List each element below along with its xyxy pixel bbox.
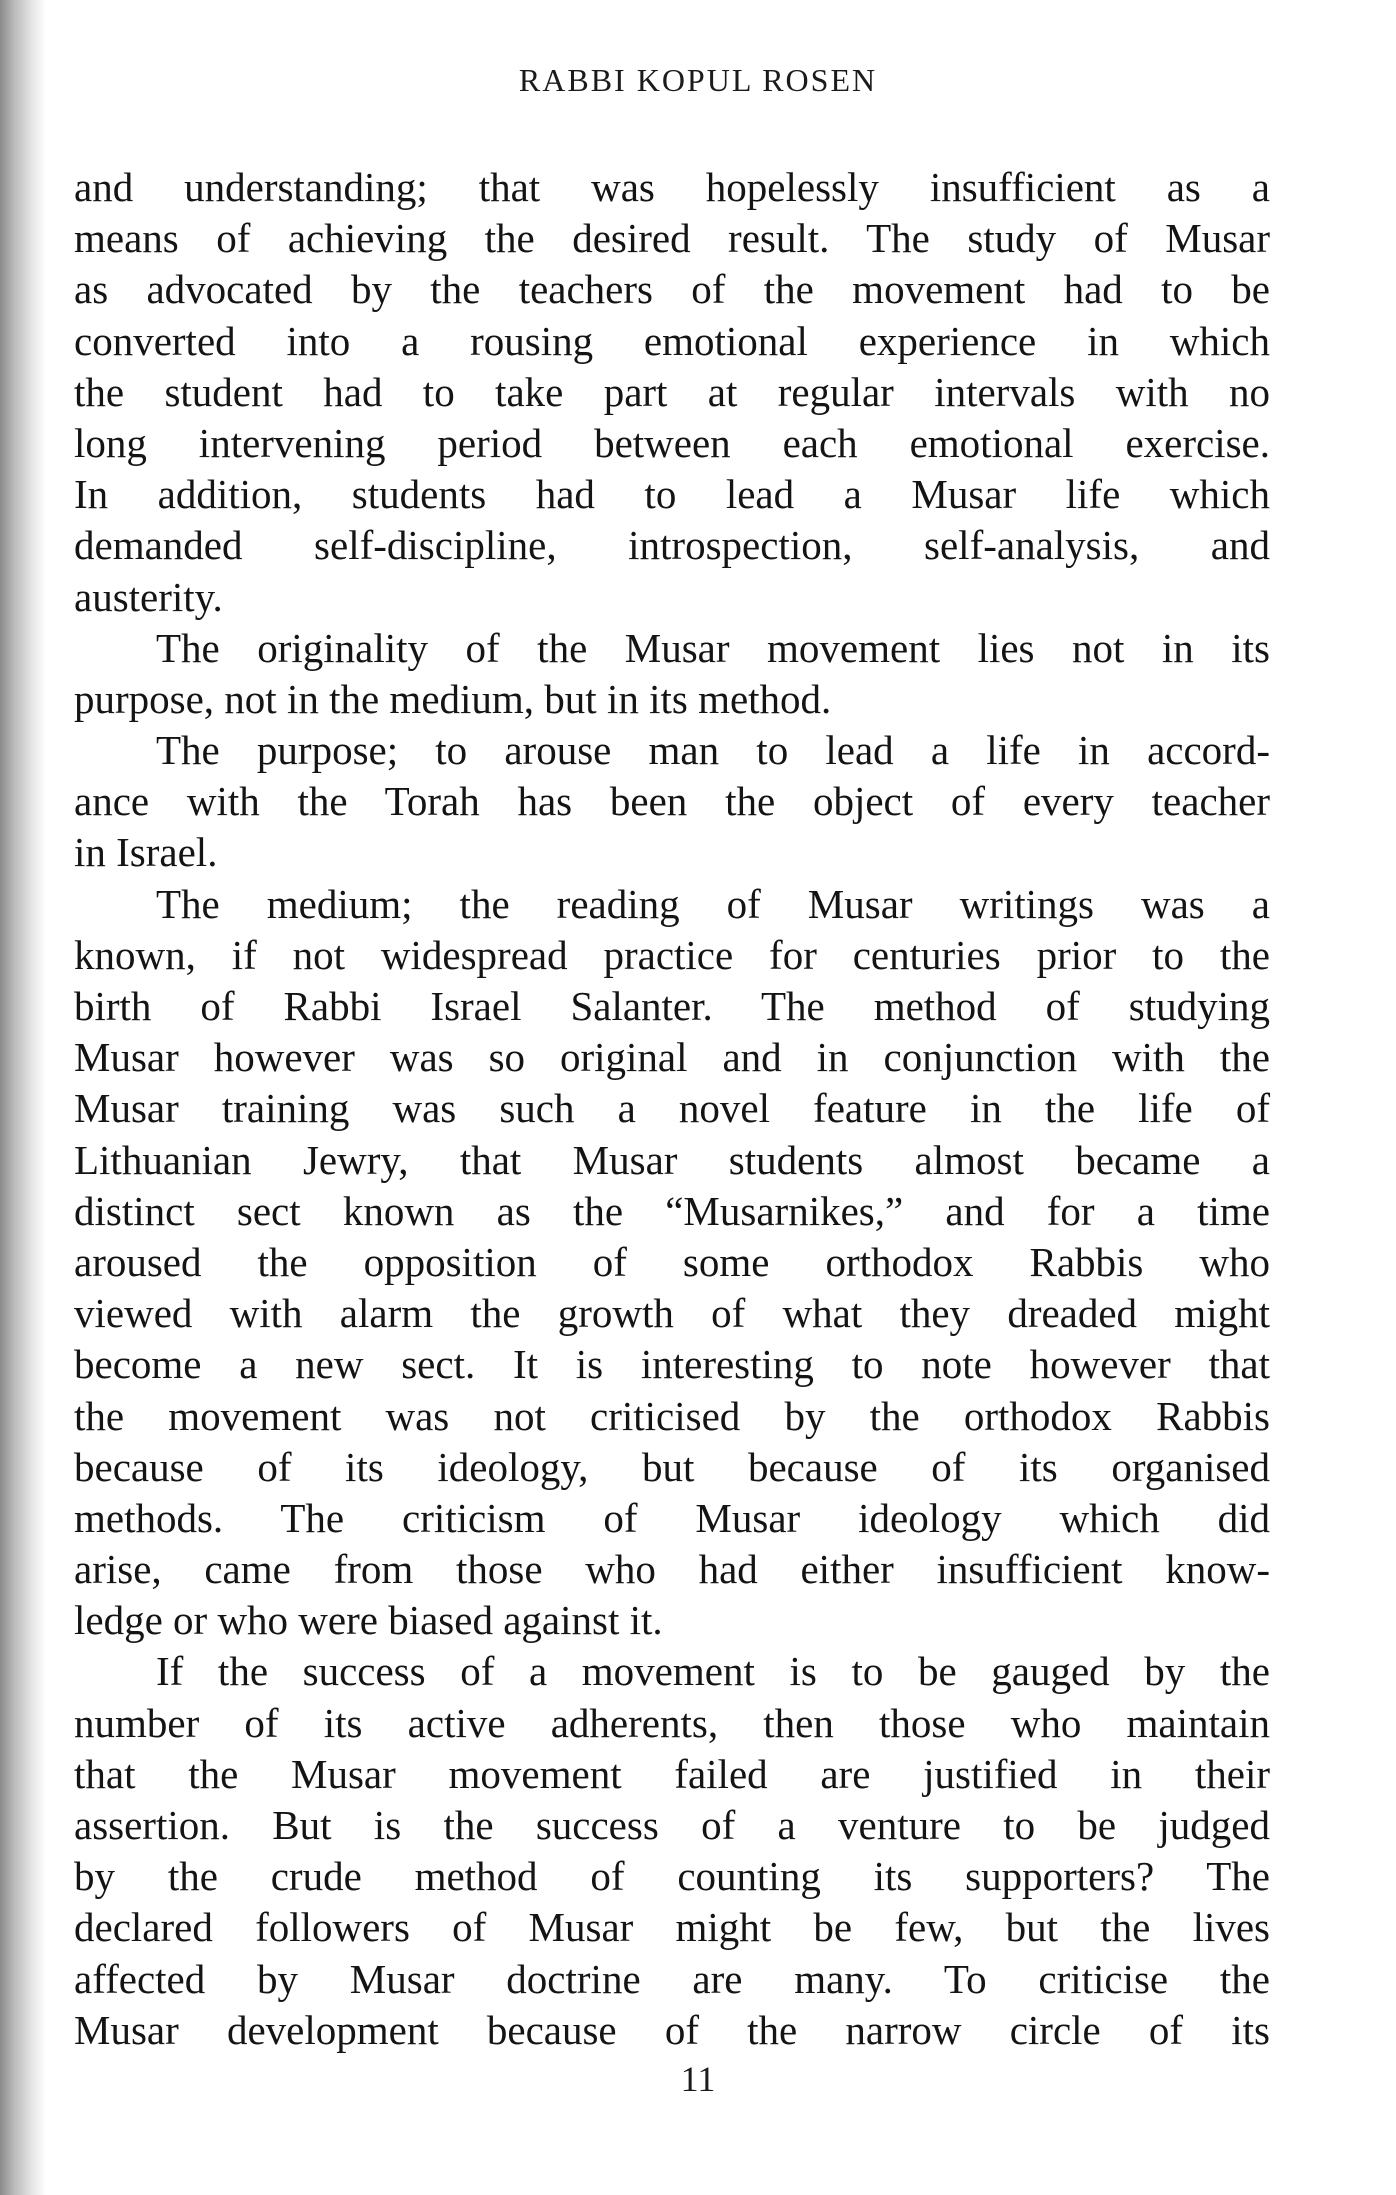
text-line: The originality of the Musar movement lies not in its bbox=[156, 624, 1270, 671]
text-line: known, if not widespread practice for centuries prior to the bbox=[74, 931, 1270, 978]
body-text bbox=[74, 162, 1270, 2056]
text-line: Musar training was such a novel feature in the life of bbox=[74, 1085, 1270, 1132]
text-line: aroused the opposition of some orthodox Rabbis who bbox=[74, 1238, 1270, 1285]
text-line: The purpose; to arouse man to lead a life in accord- bbox=[156, 727, 1270, 774]
page-number: 11 bbox=[680, 2059, 716, 2099]
text-line: demanded self-discipline, introspection, self-analysis, and bbox=[74, 522, 1270, 569]
text-line: If the success of a movement is to be gauged by the bbox=[156, 1648, 1270, 1695]
text-line: assertion. But is the success of a venture to be judged bbox=[74, 1802, 1270, 1848]
text-line: number of its active adherents, then those who maintain bbox=[74, 1699, 1270, 1746]
text-line: ance with the Torah has been the object of every teacher bbox=[74, 778, 1270, 825]
text-line: declared followers of Musar might be few, but the lives bbox=[74, 1904, 1270, 1951]
text-line: viewed with alarm the growth of what they dreaded might bbox=[74, 1290, 1270, 1337]
text-line: Musar however was so original and in conjunction with the bbox=[74, 1034, 1270, 1081]
text-line: and understanding; that was hopelessly insufficient as a bbox=[74, 164, 1270, 210]
text-line: converted into a rousing emotional experience in which bbox=[74, 317, 1270, 364]
text-line: methods. The criticism of Musar ideology which did bbox=[74, 1494, 1270, 1541]
text-line: means of achieving the desired result. The study of Musar bbox=[74, 215, 1270, 262]
text-line: by the crude method of counting its supporters? The bbox=[74, 1853, 1270, 1900]
text-line: austerity. bbox=[74, 573, 223, 620]
text-line: long intervening period between each emotional exercise. bbox=[74, 419, 1270, 466]
text-line: in Israel. bbox=[74, 829, 218, 876]
text-line: birth of Rabbi Israel Salanter. The method of studying bbox=[74, 983, 1270, 1029]
text-line: Lithuanian Jewry, that Musar students almost became a bbox=[74, 1136, 1270, 1183]
text-line: the movement was not criticised by the orthodox Rabbis bbox=[74, 1392, 1270, 1439]
text-line: ledge or who were biased against it. bbox=[74, 1597, 663, 1644]
text-line: The medium; the reading of Musar writings was a bbox=[156, 880, 1270, 927]
text-line: In addition, students had to lead a Musar life which bbox=[74, 471, 1270, 518]
text-line: affected by Musar doctrine are many. To criticise the bbox=[74, 1955, 1270, 2002]
text-line: distinct sect known as the “Musarnikes,” and for a time bbox=[74, 1187, 1270, 1234]
text-line: arise, came from those who had either insufficient know- bbox=[74, 1546, 1270, 1593]
text-line: as advocated by the teachers of the movement had to be bbox=[74, 266, 1270, 313]
text-line: that the Musar movement failed are justified in their bbox=[74, 1750, 1270, 1797]
text-line: become a new sect. It is interesting to note however that bbox=[74, 1341, 1270, 1388]
text-line: because of its ideology, but because of its organised bbox=[74, 1443, 1270, 1490]
text-line: the student had to take part at regular intervals with no bbox=[74, 368, 1270, 415]
running-head: RABBI KOPUL ROSEN bbox=[518, 62, 878, 98]
text-line: purpose, not in the medium, but in its method. bbox=[74, 675, 832, 722]
text-line: Musar development because of the narrow circle of its bbox=[74, 2006, 1270, 2053]
scan-edge-shadow bbox=[0, 0, 46, 2195]
